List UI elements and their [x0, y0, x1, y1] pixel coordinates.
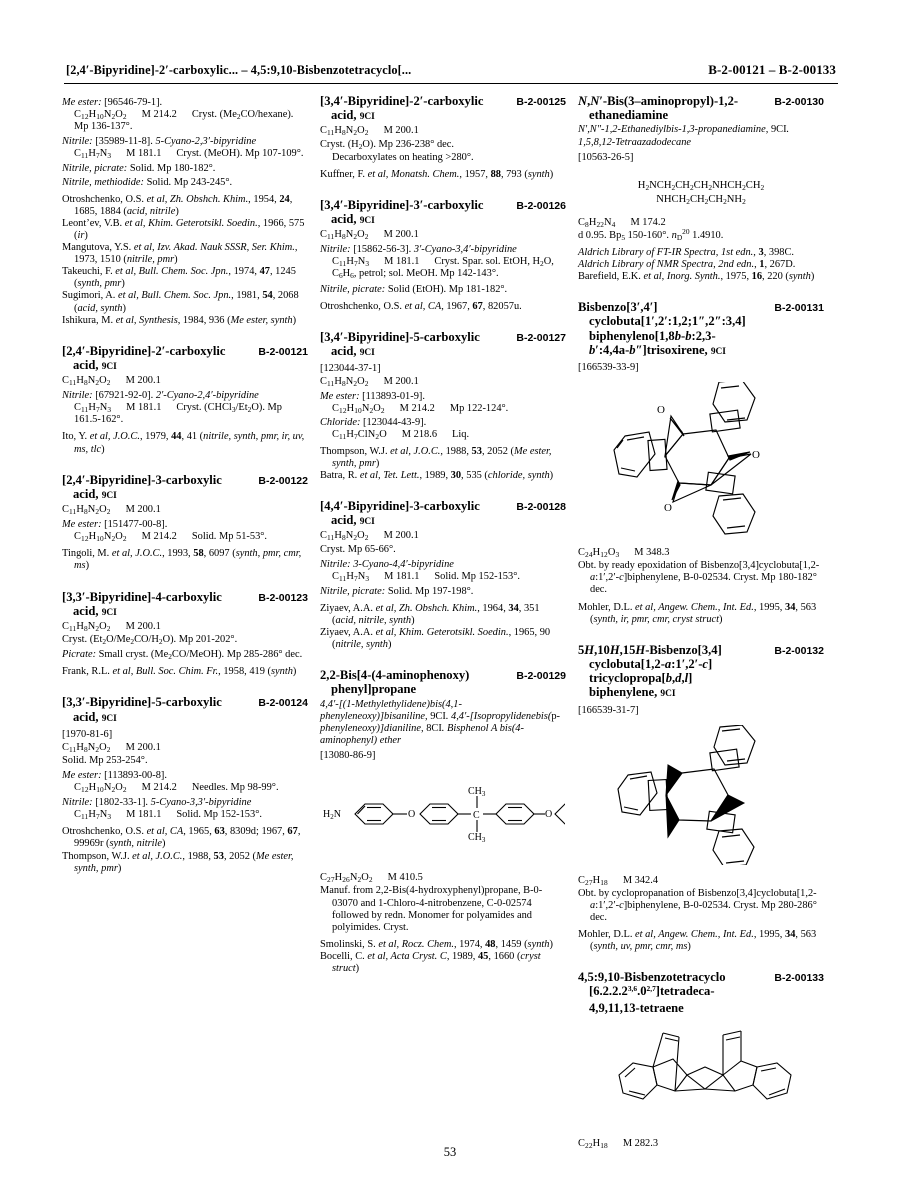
- derivative-desc: Cryst. $(CHCl_3/Et_2O)$. Mp 161.5-162°.: [74, 402, 282, 426]
- molecular-formula: $C_{11}H_8N_2O_2$: [62, 504, 111, 517]
- derivative-me-ester: [62, 770, 308, 794]
- derivative-nitrile: [320, 559, 566, 583]
- entry-continued: [62, 97, 308, 327]
- molecular-formula: $C_{11}H_8N_2O_2$: [320, 376, 369, 389]
- entry-code: B-2-00123: [258, 591, 308, 604]
- derivative-label: Nitrile:: [62, 136, 93, 148]
- derivative-desc: Solid (EtOH). Mp 181-182°.: [387, 283, 508, 295]
- molecular-weight: M 214.2: [141, 782, 177, 794]
- cyclopropane-wedge-1: [666, 765, 682, 795]
- derivative-desc: Solid. Mp 152-153°.: [176, 809, 262, 821]
- entry-b-2-00121: [62, 344, 308, 456]
- entry-header: [62, 344, 308, 374]
- entry-header: [320, 330, 566, 360]
- derivative-desc: Solid. Mp 180-182°.: [129, 163, 216, 175]
- properties-cont: Decarboxylates on heating >280°.: [332, 151, 474, 163]
- entry-name-line: acid, 9CI: [331, 211, 375, 226]
- molecular-formula: $C_{12}H_{10}N_2O_2$: [332, 403, 385, 416]
- cas-number: [166539-31-7]: [578, 704, 639, 716]
- entry-name: [62, 344, 225, 374]
- reference-item: Mohler, D.L. et al, Angew. Chem., Int. Ed., 1995, 34, 563 (synth, ir, pmr, cmr, cryst struct): [578, 601, 817, 625]
- entry-code: B-2-00133: [774, 972, 824, 985]
- molecular-weight: M 181.1: [126, 148, 162, 160]
- reference-item: Leont’ev, V.B. et al, Khim. Geterotsikl. Soedin., 1966, 575 (ir): [62, 217, 305, 241]
- derivative-cas: [151477-00-8].: [104, 519, 168, 531]
- derivative-nitrile: [320, 244, 566, 280]
- column-3: [578, 94, 824, 1150]
- entry-name-line: biphenyleno[1,8b-b:2,3-: [589, 328, 716, 343]
- derivative-label: Me ester:: [62, 770, 102, 781]
- entry-name-line: [3,3′-Bipyridine]-5-carboxylic: [62, 695, 222, 710]
- header-rule: [64, 83, 838, 84]
- reference-list: [320, 939, 566, 975]
- molecular-formula: $C_{11}H_7N_3$: [74, 402, 112, 415]
- entry-b-2-00130: [578, 94, 824, 283]
- entry-code: B-2-00129: [516, 670, 566, 683]
- molecular-formula: $C_{12}H_{10}N_2O_2$: [74, 531, 127, 544]
- entry-name-line: 4,5:9,10-Bisbenzotetracyclo: [578, 970, 726, 985]
- properties: Cryst. Mp 65-66°.: [320, 543, 396, 555]
- molecular-formula: $C_{11}H_7N_3$: [332, 570, 370, 583]
- entry-header: [62, 695, 308, 725]
- formula-line: [320, 125, 566, 137]
- entry-name: [578, 643, 722, 702]
- entry-header: [320, 668, 566, 696]
- entry-name-line: acid, 9CI: [331, 343, 375, 358]
- molecular-weight: M 348.3: [634, 547, 670, 559]
- reference-list: [320, 301, 566, 313]
- entry-name-line: acid, 9CI: [331, 108, 375, 123]
- entry-b-2-00132: [578, 643, 824, 954]
- molecular-formula: $C_{11}H_7ClN_2O$: [332, 428, 387, 441]
- cyclopropane-wedge-2: [711, 795, 744, 821]
- molecular-formula: $C_{11}H_8N_2O_2$: [62, 620, 111, 633]
- formula-line-1: $H_2NCH_2CH_2CH_2NHCH_2CH_2$: [637, 179, 765, 192]
- reference-list: [578, 247, 824, 283]
- formula-line: [62, 742, 308, 754]
- entry-name-line: acid, 9CI: [73, 357, 117, 372]
- molecular-formula: $C_{11}H_7N_3$: [332, 256, 370, 269]
- molecular-formula: $C_{11}H_8N_2O_2$: [320, 125, 369, 138]
- derivative-synonym: 5-Cyano-3,3′-bipyridine: [150, 797, 252, 809]
- reference-item: Frank, R.L. et al, Bull. Soc. Chim. Fr., 1958, 419 (synth): [62, 666, 297, 678]
- running-head-right: B-2-00121 – B-2-00133: [708, 62, 836, 77]
- molecular-formula: $C_{12}H_{10}N_2O_2$: [74, 109, 127, 122]
- molecular-weight: M 214.2: [399, 403, 435, 415]
- derivative-label: Me ester:: [62, 97, 102, 108]
- derivative-nitrile-picrate: [62, 163, 308, 175]
- properties: Cryst. $(H_2O)$. Mp 236-238° dec.: [320, 138, 454, 151]
- derivative-label: Nitrile, methiodide:: [62, 176, 144, 188]
- formula-line: [62, 375, 308, 387]
- molecular-weight: M 200.1: [125, 620, 161, 632]
- entry-name-line: cyclobuta[1,2-a:1′,2′-c]: [589, 656, 713, 671]
- entry-name-line: [2,4′-Bipyridine]-3-carboxylic: [62, 472, 222, 487]
- entry-code: B-2-00131: [774, 302, 824, 315]
- molecular-weight: M 410.5: [387, 872, 423, 884]
- entry-name-line: 5H,10H,15H-Bisbenzo[3,4]: [578, 642, 722, 657]
- derivative-desc: Liq.: [452, 428, 470, 440]
- entry-name-line: Bisbenzo[3′,4′]: [578, 300, 658, 315]
- molecular-weight: M 181.1: [384, 570, 420, 582]
- derivative-cas: [15862-56-3].: [353, 244, 412, 256]
- molecular-formula: $C_{27}H_{18}$: [578, 874, 608, 887]
- entry-b-2-00125: [320, 94, 566, 181]
- reference-item: Ziyaev, A.A. et al, Zh. Obshch. Khim., 1964, 34, 351 (acid, nitrile, synth): [320, 602, 540, 626]
- entry-name-line: acid, 9CI: [331, 513, 375, 528]
- column-2: [320, 94, 566, 1104]
- reference-item: Ziyaev, A.A. et al, Khim. Geterotsikl. Soedin., 1965, 90 (nitrile, synth): [320, 627, 551, 651]
- derivative-desc: Mp 122-124°.: [449, 403, 509, 415]
- structure-diagram: [611, 382, 791, 537]
- entry-b-2-00127: [320, 330, 566, 482]
- entry-name-line: N,N′-Bis(3–aminopropyl)-1,2-: [578, 94, 739, 108]
- structure-diagram: [321, 770, 565, 850]
- derivative-label: Nitrile:: [62, 797, 93, 809]
- entry-name: [320, 499, 480, 529]
- reference-list: [578, 602, 824, 626]
- derivative-synonym: 3-Cyano-4,4′-bipyridine: [353, 558, 454, 570]
- reference-list: [62, 548, 308, 572]
- running-head: [62, 62, 840, 78]
- reference-item: Otroshchenko, O.S. et al, CA, 1967, 67, 82057u.: [320, 300, 522, 312]
- reference-list: [320, 603, 566, 651]
- three-column-body: [62, 94, 840, 1150]
- derivative-desc: Solid. Mp 243-245°.: [146, 176, 233, 188]
- reference-item: Thompson, W.J. et al, J.O.C., 1988, 53, 2052 (Me ester, synth, pmr): [62, 850, 294, 874]
- properties: d 0.95. $Bp_5$ 150-160°. $n_D^{20}$ 1.4910.: [578, 226, 724, 242]
- entry-name: [62, 695, 222, 725]
- derivative-desc: Cryst. (MeOH). Mp 107-109°.: [176, 148, 304, 160]
- formula-line-2: $NHCH_2CH_2CH_2NH_2$: [656, 193, 746, 206]
- molecular-weight: M 218.6: [401, 428, 438, 440]
- entry-name: [320, 330, 480, 360]
- label-oxygen-3: O: [664, 502, 672, 515]
- entry-header: [62, 590, 308, 620]
- entry-code: B-2-00128: [516, 501, 566, 513]
- entry-name-line: phenyl]propane: [331, 682, 417, 697]
- reference-list: [62, 431, 308, 455]
- entry-code: B-2-00130: [774, 96, 824, 108]
- cas-number: [1970-81-6]: [62, 728, 113, 740]
- molecular-formula: $C_8H_{22}N_4$: [578, 216, 616, 229]
- reference-item: Tingoli, M. et al, J.O.C., 1993, 58, 6097 (synth, pmr, cmr, ms): [62, 548, 302, 572]
- label-oxygen-2: O: [752, 449, 760, 462]
- entry-b-2-00133: [578, 970, 824, 1150]
- entry-name-line: [3,4′-Bipyridine]-5-carboxylic: [320, 329, 480, 344]
- reference-item: Aldrich Library of NMR Spectra, 2nd edn., 1, 267D.: [578, 258, 796, 270]
- molecular-weight: M 200.1: [125, 375, 161, 387]
- derivative-chloride: [320, 417, 566, 441]
- derivative-me-ester: [62, 97, 308, 133]
- reference-item: Sugimori, A. et al, Bull. Chem. Soc. Jpn., 1981, 54, 2068 (acid, synth): [62, 290, 299, 314]
- label-ch3-top: $CH_3$: [468, 786, 486, 799]
- entry-code: B-2-00124: [258, 697, 308, 710]
- derivative-label: Nitrile:: [320, 558, 351, 570]
- entry-code: B-2-00127: [516, 331, 566, 344]
- entry-header: [578, 300, 824, 359]
- molecular-weight: M 200.1: [125, 741, 161, 753]
- label-oxygen-1: O: [657, 404, 665, 417]
- molecular-weight: M 200.1: [383, 530, 419, 542]
- entry-name: [320, 668, 469, 696]
- derivative-synonym: 5-Cyano-2,3′-bipyridine: [155, 136, 257, 148]
- entry-name-line: [3,4′-Bipyridine]-3′-carboxylic: [320, 197, 484, 212]
- structure-linear-formula: [578, 172, 824, 211]
- entry-name-line: ethanediamine: [589, 108, 669, 123]
- derivative-picrate: [62, 649, 308, 661]
- entry-name-line: acid, 9CI: [73, 486, 117, 501]
- molecular-weight: M 181.1: [126, 809, 162, 821]
- derivative-cas: [35989-11-8].: [95, 136, 153, 148]
- reference-list: [320, 446, 566, 482]
- formula-line: [320, 872, 566, 884]
- entry-name-line: 2,2-Bis[4-(4-aminophenoxy): [320, 668, 470, 683]
- entry-b-2-00126: [320, 198, 566, 313]
- derivative-cas: [67921-92-0].: [95, 390, 154, 402]
- cas-number: [166539-33-9]: [578, 361, 639, 373]
- structure-diagram: [601, 1023, 801, 1128]
- structure-bisbenzotetracyclo: [578, 1023, 824, 1132]
- entry-header: [578, 94, 824, 122]
- cyclopropane-wedge-3: [666, 795, 679, 837]
- derivative-cas: [96546-79-1].: [104, 97, 163, 108]
- structure-bisphenol-a-dianiline: [320, 770, 566, 866]
- reference-list: [62, 666, 308, 678]
- derivative-desc: Solid. Mp 51-53°.: [191, 531, 268, 543]
- reference-list: [320, 169, 566, 181]
- entry-name-line: cyclobuta[1′,2′:1,2;1″,2″:3,4]: [589, 314, 746, 329]
- entry-name: [62, 590, 222, 620]
- derivative-desc: Cryst. $(Me_2CO/hexane)$. Mp 136-137°.: [74, 109, 294, 133]
- label-c: C: [473, 810, 480, 822]
- molecular-formula: $C_{11}H_8N_2O_2$: [320, 530, 369, 543]
- molecular-weight: M 200.1: [383, 125, 419, 137]
- entry-header: [320, 499, 566, 529]
- entry-name: [62, 473, 222, 503]
- entry-b-2-00129: [320, 668, 566, 975]
- molecular-formula: $C_{12}H_{10}N_2O_2$: [74, 782, 127, 795]
- structure-diagram: [616, 725, 786, 865]
- entry-synonyms: N′,N″-1,2-Ethanediylbis-1,3-propanediamine, 9CI. 1,5,8,12-Tetraazadodecane: [578, 124, 790, 148]
- entry-name-line: [6.2.2.2$^{3,6}$.0$^{2,7}$]tetradeca-: [589, 984, 715, 999]
- reference-item: Smolinski, S. et al, Rocz. Chem., 1974, 48, 1459 (synth): [320, 938, 553, 950]
- derivative-label: Nitrile:: [320, 244, 351, 256]
- molecular-weight: M 200.1: [383, 229, 419, 241]
- molecular-formula: $C_{11}H_8N_2O_2$: [62, 375, 111, 388]
- derivative-synonym: 2′-Cyano-2,4′-bipyridine: [155, 390, 259, 402]
- entry-name: [578, 300, 746, 359]
- derivative-label: Nitrile, picrate:: [320, 283, 386, 295]
- reference-item: Mohler, D.L. et al, Angew. Chem., Int. Ed., 1995, 34, 563 (synth, uv, pmr, cmr, ms): [578, 929, 817, 953]
- reference-list: [62, 194, 308, 327]
- entry-b-2-00122: [62, 473, 308, 573]
- cas-number: [13080-86-9]: [320, 750, 376, 762]
- molecular-weight: M 174.2: [630, 216, 666, 228]
- derivative-label: Nitrile, picrate:: [320, 585, 386, 597]
- derivative-cas: [113893-01-9].: [362, 391, 425, 403]
- entry-name: [320, 94, 483, 124]
- molecular-weight: M 200.1: [125, 504, 161, 516]
- entry-synonyms: 4,4′-[(1-Methylethylidene)bis(4,1-phenyleneoxy)]bisaniline, 9CI. 4,4′-[Isopropylidenebis(p-phenyleneoxy)]dianiline, 8CI. Bisphenol A bis(4-aminophenyl) ether: [320, 698, 560, 746]
- entry-b-2-00131: [578, 300, 824, 626]
- reference-item: Mangutova, Y.S. et al, Izv. Akad. Nauk SSSR, Ser. Khim., 1973, 1510 (nitrile, pmr): [62, 242, 298, 266]
- molecular-weight: M 214.2: [141, 531, 177, 543]
- formula-line: [320, 229, 566, 241]
- formula-line: [578, 547, 824, 559]
- molecular-formula: $C_{11}H_7N_3$: [74, 809, 112, 822]
- derivative-label: Picrate:: [62, 649, 97, 661]
- formula-line: [320, 376, 566, 388]
- derivative-label: Me ester:: [320, 391, 360, 403]
- structure-tricyclopropa: [578, 725, 824, 869]
- running-head-left: [2,4′-Bipyridine]-2′-carboxylic... – 4,5:9,10-Bisbenzotetracyclo[...: [66, 63, 412, 77]
- entry-name-line: [2,4′-Bipyridine]-2′-carboxylic: [62, 343, 226, 358]
- reference-item: Thompson, W.J. et al, J.O.C., 1988, 53, 2052 (Me ester, synth, pmr): [320, 445, 552, 469]
- derivative-label: Nitrile:: [62, 390, 93, 402]
- reference-item: Ishikura, M. et al, Synthesis, 1984, 936 (Me ester, synth): [62, 314, 297, 326]
- entry-name-line: [4,4′-Bipyridine]-3-carboxylic: [320, 499, 480, 513]
- entry-code: B-2-00126: [516, 199, 566, 212]
- derivative-nitrile: [62, 136, 308, 160]
- derivative-desc: Needles. Mp 98-99°.: [191, 782, 279, 794]
- derivative-nitrile-picrate: [320, 586, 566, 598]
- label-h2n: $H_2N$: [323, 809, 341, 822]
- molecular-weight: M 342.4: [622, 874, 659, 886]
- formula-line: [578, 217, 824, 229]
- derivative-synonym: 3′-Cyano-3,4′-bipyridine: [413, 244, 517, 256]
- derivative-me-ester: [62, 519, 308, 543]
- entry-b-2-00128: [320, 499, 566, 651]
- molecular-formula: $C_{11}H_8N_2O_2$: [320, 229, 369, 242]
- entry-name-line: [3,3′-Bipyridine]-4-carboxylic: [62, 589, 222, 604]
- entry-header: [578, 643, 824, 702]
- label-ch3-bottom: $CH_3$: [468, 832, 486, 845]
- molecular-formula: $C_{11}H_8N_2O_2$: [62, 741, 111, 754]
- molecular-formula: $C_{27}H_{26}N_2O_2$: [320, 872, 373, 885]
- entry-name-line: acid, 9CI: [73, 603, 117, 618]
- formula-line: [62, 504, 308, 516]
- properties: Obt. by ready epoxidation of Bisbenzo[3,4]cyclobuta[1,2-a:1′,2′-c]biphenylene, B-0-02534. Cryst. Mp 180-182° dec.: [578, 560, 820, 596]
- reference-item: Ito, Y. et al, J.O.C., 1979, 44, 41 (nitrile, synth, pmr, ir, uv, ms, tlc): [62, 431, 305, 455]
- entry-name-line: biphenylene, 9CI: [589, 685, 676, 700]
- entry-name: [578, 970, 726, 1015]
- derivative-desc: Solid. Mp 197-198°.: [387, 585, 474, 597]
- entry-header: [62, 473, 308, 503]
- entry-code: B-2-00125: [516, 96, 566, 108]
- formula-line: [62, 621, 308, 633]
- entry-header: [578, 970, 824, 1015]
- entry-header: [320, 94, 566, 124]
- reference-item: Aldrich Library of FT-IR Spectra, 1st edn., 3, 398C.: [578, 246, 794, 258]
- derivative-nitrile: [62, 390, 308, 426]
- properties: Manuf. from 2,2-Bis(4-hydroxyphenyl)propane, B-0-03070 and 1-Chloro-4-nitrobenzene, C-0-02574 followed by redn. Monomer for polyamides and polyimides. Cryst.: [320, 885, 543, 933]
- derivative-desc: Small cryst. $(Me_2CO/MeOH)$. Mp 285-286° dec.: [98, 649, 303, 662]
- page-number: 53: [443, 1145, 457, 1159]
- derivative-nitrile: [62, 797, 308, 821]
- derivative-label: Nitrile, picrate:: [62, 163, 128, 175]
- molecular-weight: M 181.1: [384, 256, 420, 268]
- entry-name-line: b′:4,4a-b″]trisoxirene, 9CI: [589, 342, 726, 357]
- derivative-label: Me ester:: [62, 519, 102, 531]
- molecular-formula: $C_{11}H_7N_3$: [74, 148, 112, 161]
- derivative-label: Chloride:: [320, 416, 361, 428]
- entry-name-line: acid, 9CI: [73, 709, 117, 724]
- entry-name-line: [3,4′-Bipyridine]-2′-carboxylic: [320, 94, 484, 108]
- derivative-cas: [1802-33-1].: [95, 797, 149, 809]
- reference-item: Barefield, E.K. et al, Inorg. Synth., 1975, 16, 220 (synth): [578, 271, 815, 283]
- derivative-nitrile-picrate: [320, 284, 566, 296]
- reference-item: Otroshchenko, O.S. et al, Zh. Obshch. Khim., 1954, 24, 1685, 1884 (acid, nitrile): [62, 193, 293, 217]
- reference-item: Bocelli, C. et al, Acta Cryst. C, 1989, 45, 1660 (cryst struct): [320, 950, 541, 974]
- formula-line: [320, 530, 566, 542]
- entry-b-2-00123: [62, 590, 308, 679]
- derivative-nitrile-methiodide: [62, 177, 308, 189]
- properties: Cryst. $(Et_2O/Me_2CO/H_2O)$. Mp 201-202°.: [62, 634, 238, 647]
- label-o-1: O: [408, 809, 416, 821]
- reference-list: [62, 826, 308, 874]
- properties: Solid. Mp 253-254°.: [62, 754, 148, 766]
- reference-item: Takeuchi, F. et al, Bull. Chem. Soc. Jpn., 1974, 47, 1245 (synth, pmr): [62, 266, 296, 290]
- molecular-weight: M 181.1: [126, 402, 162, 414]
- label-o-2: O: [545, 809, 553, 821]
- derivative-me-ester: [320, 391, 566, 415]
- reference-item: Otroshchenko, O.S. et al, CA, 1965, 63, 8309d; 1967, 67, 99969r (synth, nitrile): [62, 826, 301, 850]
- derivative-desc: Solid. Mp 152-153°.: [434, 570, 520, 582]
- entry-name: [578, 94, 738, 122]
- derivative-cas: [123044-43-9].: [363, 416, 427, 428]
- entry-name-line: 4,9,11,13-tetraene: [589, 1000, 684, 1015]
- entry-name-line: tricyclopropa[b,d,l]: [589, 671, 693, 686]
- entry-code: B-2-00122: [258, 474, 308, 487]
- properties: Obt. by cyclopropanation of Bisbenzo[3,4]cyclobuta[1,2-a:1′,2′-c]biphenylene, B-0-02534. Cryst. Mp 280-286° dec.: [578, 887, 817, 923]
- reference-item: Batra, R. et al, Tet. Lett., 1989, 30, 535 (chloride, synth): [320, 469, 554, 481]
- entry-code: B-2-00121: [258, 345, 308, 358]
- derivative-cas: [113893-00-8].: [104, 770, 167, 781]
- molecular-formula: $C_{24}H_{12}O_3$: [578, 547, 620, 560]
- entry-header: [320, 198, 566, 228]
- column-1: [62, 94, 308, 1104]
- structure-trisoxirene: [578, 382, 824, 541]
- cas-number: [123044-37-1]: [320, 363, 381, 375]
- derivative-desc: Cryst. Spar. sol. EtOH, $H_2O$, $C_6H_6$, petrol; sol. MeOH. Mp 142-143°.: [332, 256, 554, 281]
- molecular-weight: M 200.1: [383, 376, 419, 388]
- entry-name: [320, 198, 483, 228]
- formula-line: [578, 875, 824, 887]
- entry-b-2-00124: [62, 695, 308, 874]
- reference-item: Kuffner, F. et al, Monatsh. Chem., 1957, 88, 793 (synth): [320, 168, 554, 180]
- molecular-formula: $C_{22}H_{18}$: [578, 1137, 608, 1150]
- cas-number: [10563-26-5]: [578, 151, 634, 163]
- reference-list: [578, 929, 824, 953]
- entry-code: B-2-00132: [774, 644, 824, 657]
- molecular-weight: M 214.2: [141, 109, 177, 121]
- molecular-weight: M 282.3: [622, 1137, 659, 1149]
